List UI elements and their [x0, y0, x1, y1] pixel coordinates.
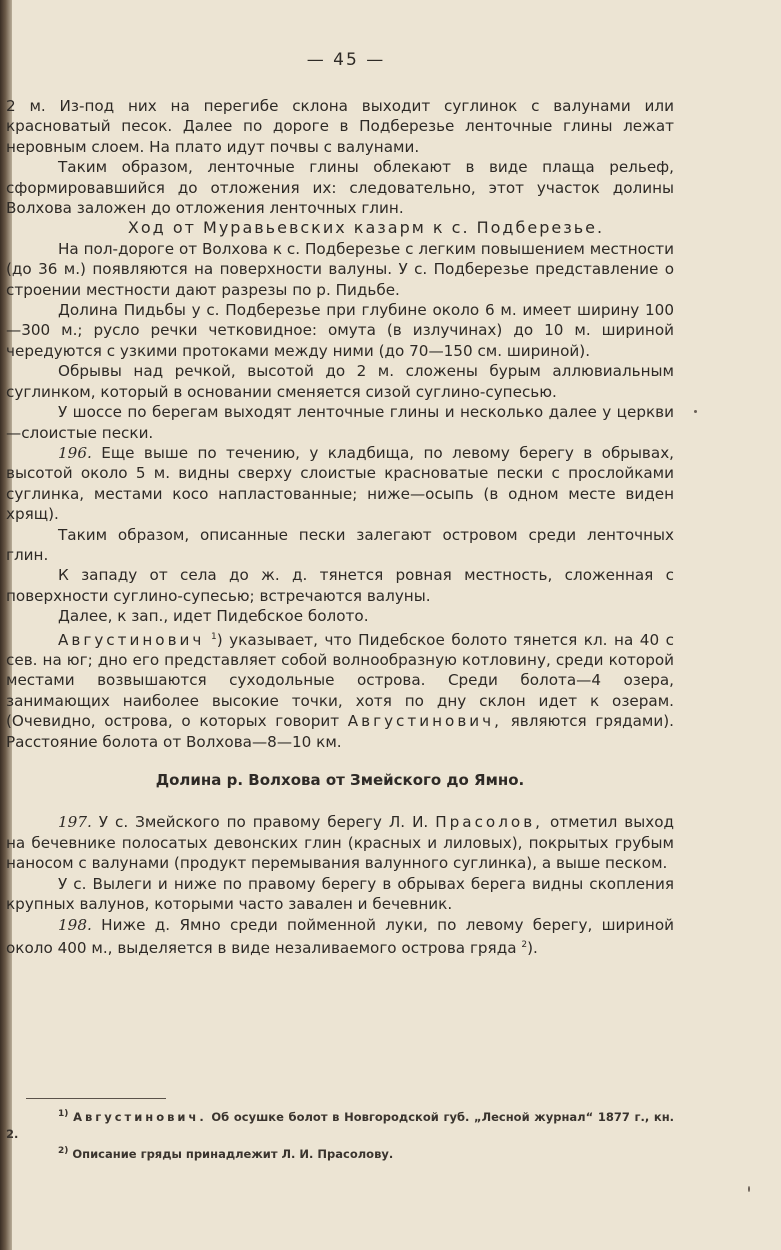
- footnote-2: [6, 1143, 674, 1163]
- page-number: — 45 —: [306, 50, 386, 70]
- author-name: Прасолов,: [435, 813, 544, 832]
- paragraph: У шоссе по берегам выходят ленточные глины и несколько далее у церкви—слоистые пески.: [6, 403, 674, 442]
- footnote-divider: [26, 1098, 166, 1099]
- footnotes: [6, 1106, 674, 1163]
- paragraph-text: Ниже д. Ямно среди пойменной луки, по левому берегу, шириной около 400 м., выделяется в виде незаливаемого острова гряда: [6, 915, 674, 957]
- paragraph-avgustinovich: Августинович $^1$) указывает, что Пидебское болото тянется кл. на 40 с сев. на юг; дно его представляет собой волнообразную котловину, среди которой местами возвышаются суходольные острова. Среди болота—4 озера, занимающих наиболее высокие точки, хотя по дну склон идет к озерам. (Очевидно, острова, о которых говорит Августинович, являются грядами). Расстояние болота от Волхова—8—10 км.: [6, 630, 675, 751]
- main-text: [6, 96, 674, 958]
- paragraph: 2 м. Из-под них на перегибе склона выходит суглинок с валунами или красноватый песок. Далее по дороге в Подберезье ленточные глины лежат неровным слоем. На плато идут почвы с валунами.: [6, 97, 674, 156]
- footnote-ref: 2: [521, 939, 528, 950]
- paragraph-text: У с. Змейского по правому берегу Л. И.: [98, 813, 429, 832]
- footnote-mark: 2): [58, 1145, 69, 1156]
- paragraph-text: отметил выход на бечевнике полосатых девонских глин (красных и лиловых), покрытых грубым наносом с валунами (продукт перемывания валунного суглинка), а выше песком.: [6, 813, 675, 873]
- paragraph: К западу от села до ж. д. тянется ровная местность, сложенная с поверхности суглино-супесью; встречаются валуны.: [6, 566, 674, 605]
- item-number: 197.: [58, 813, 92, 832]
- paper-speck: [748, 1186, 750, 1192]
- paragraph-197: [6, 812, 674, 873]
- item-number: 198.: [58, 915, 92, 934]
- paragraph: Далее, к зап., идет Пидебское болото.: [58, 607, 369, 626]
- footnote-text: Об осушке болот в Новгородской губ. „Лесной журнал“ 1877 г., кн. 2.: [6, 1109, 675, 1141]
- paragraph: У с. Вылеги и ниже по правому берегу в обрывах берега видны скопления крупных валунов, которыми часто завален и бечевник.: [6, 874, 674, 914]
- footnote-1: [6, 1106, 674, 1143]
- paragraph: На пол-дороге от Волхова к с. Подберезье с легким повышением местности (до 36 м.) появляются на поверхности валуны. У с. Подберезье представление о строении местности дают разрезы по р. Пидьбе.: [6, 239, 674, 299]
- paragraph-text: указывает, что Пидебское болото тянется кл. на 40 с сев. на юг; дно его представляет собой волнообразную котловину, среди которой местами возвышаются суходольные острова. Среди болота—4 озера, занимающих наиболее высокие точки, хотя по дну склон идет к озерам. (Очевидно, острова, о которых говорит: [6, 630, 675, 731]
- paragraph-198: [6, 915, 674, 959]
- section-heading: Долина р. Волхова от Змейского до Ямно.: [155, 771, 525, 790]
- footnote-mark: 1): [58, 1109, 69, 1119]
- footnote-ref: 1: [210, 631, 217, 642]
- section-heading: Ход от Муравьевских казарм к с. Подберезье.: [127, 218, 605, 238]
- paragraph-196: [6, 443, 674, 525]
- paragraph-text: ).: [527, 938, 538, 957]
- footnote-text: Описание гряды принадлежит Л. И. Прасолову.: [72, 1146, 394, 1161]
- paragraph-text: являются грядами). Расстояние болота от Волхова—8—10 км.: [6, 712, 674, 751]
- author-name: Августинович.: [73, 1109, 207, 1124]
- paper-speck: [694, 410, 697, 413]
- author-name: Августинович,: [347, 712, 502, 731]
- book-page: [6, 0, 771, 1250]
- paragraph: Таким образом, ленточные глины облекают в виде плаща рельеф, сформировавшийся до отложения их: следовательно, этот участок долины Волхова заложен до отложения ленточных глин.: [6, 158, 674, 218]
- paragraph: Таким образом, описанные пески залегают островом среди ленточных глин.: [6, 525, 674, 564]
- paragraph: Обрывы над речкой, высотой до 2 м. сложены бурым аллювиальным суглинком, который в основании сменяется сизой суглино-супесью.: [6, 362, 674, 401]
- author-name: Августинович: [58, 630, 205, 649]
- item-number: 196.: [58, 443, 92, 462]
- paragraph: Долина Пидьбы у с. Подберезье при глубине около 6 м. имеет ширину 100—300 м.; русло речки четковидное: омута (в излучинах) до 10 м. шириной чередуются с узкими протоками между ними (до 70—150 см. шириной).: [6, 301, 674, 360]
- paragraph-text: Еще выше по течению, у кладбища, по левому берегу в обрывах, высотой около 5 м. видны сверху слоистые красноватые пески с прослойками суглинка, местами косо напластованные; ниже—осыпь (в одном месте виден хрящ).: [6, 443, 675, 524]
